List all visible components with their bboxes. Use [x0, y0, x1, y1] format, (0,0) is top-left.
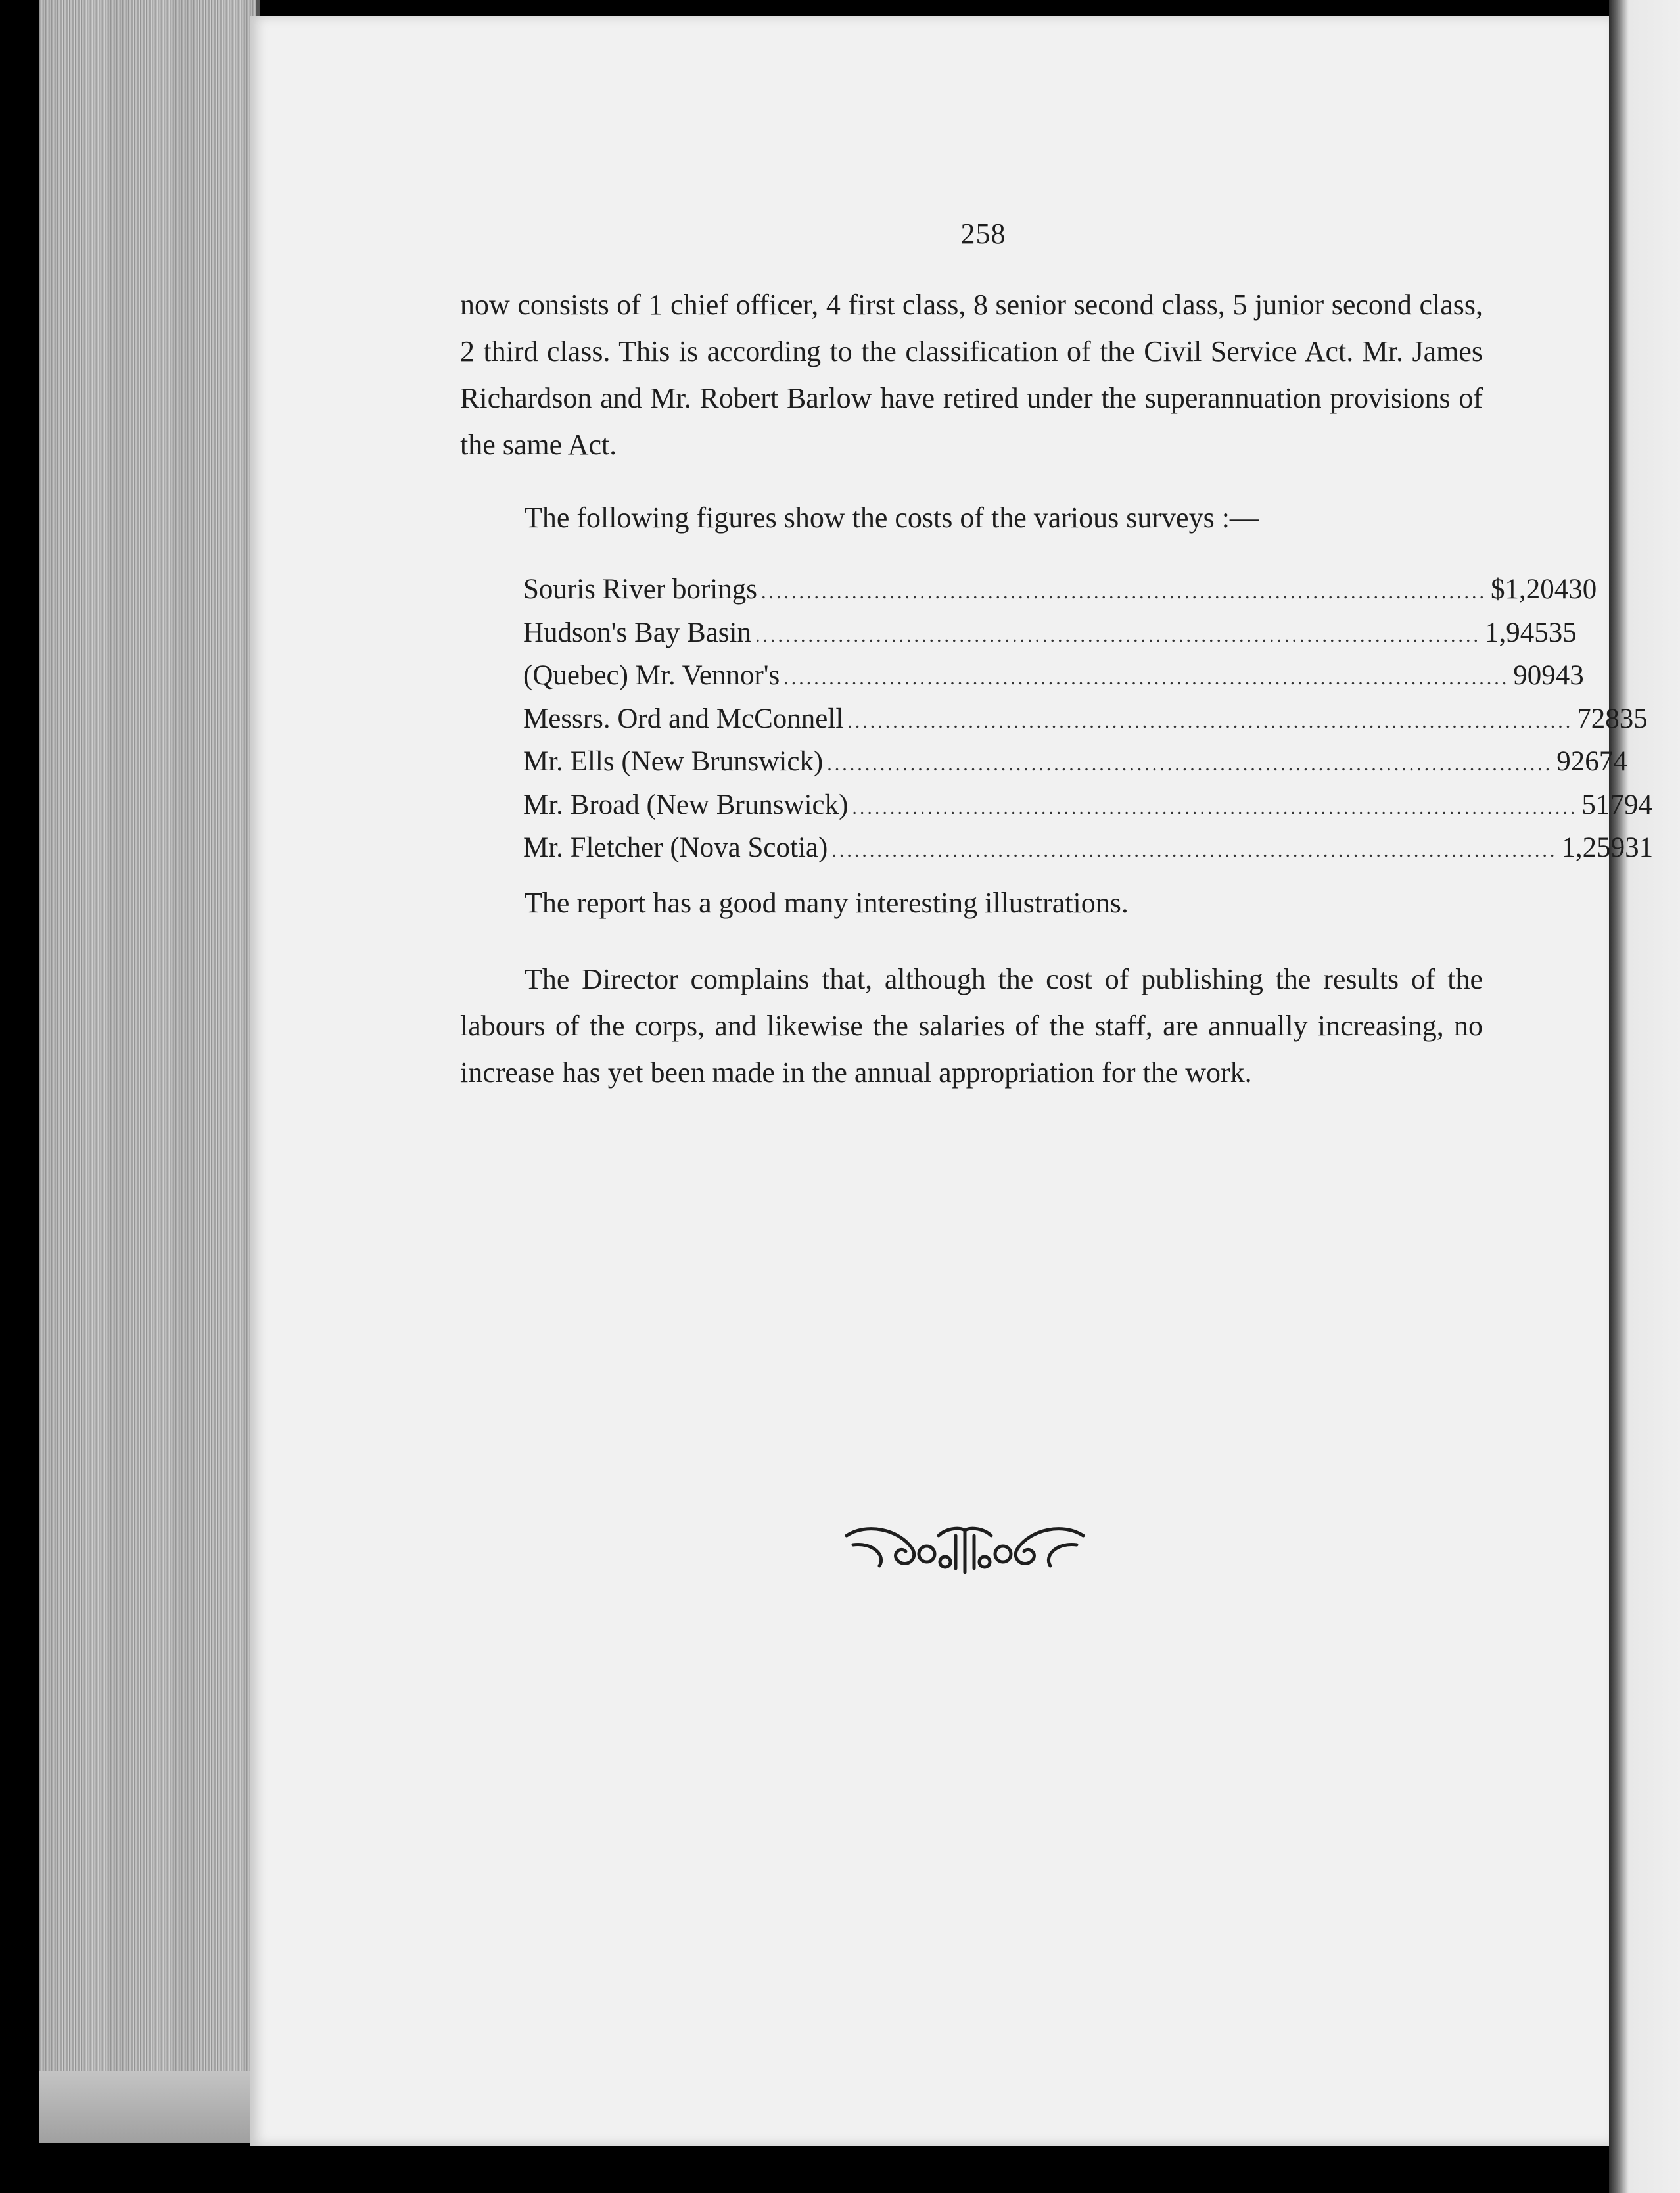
- book-page-edges-lower: [39, 2071, 256, 2143]
- page-number: 258: [960, 218, 1006, 250]
- cost-dollars: $1,204: [1490, 574, 1569, 605]
- leader-dots: ................................................................................................: [755, 624, 1481, 646]
- cost-label: Hudson's Bay Basin: [523, 617, 751, 648]
- cost-cents: 35: [1548, 617, 1577, 648]
- cost-row: [523, 828, 1654, 871]
- book-page-edges: [39, 0, 260, 2143]
- cost-row: [523, 655, 1584, 699]
- cost-label: (Quebec) Mr. Vennor's: [523, 660, 780, 691]
- cost-row: [523, 785, 1652, 828]
- leader-dots: ................................................................................................: [831, 839, 1558, 861]
- cost-dollars: 1,259: [1561, 832, 1625, 863]
- cost-row: [523, 699, 1648, 742]
- cost-dollars: 1,945: [1484, 617, 1549, 648]
- cost-label: Souris River borings: [523, 574, 757, 605]
- scroll-ornament-icon: [840, 1516, 1090, 1579]
- cost-dollars: 909: [1513, 660, 1556, 691]
- paragraph-illustrations: The report has a good many interesting illustrations.: [525, 887, 1129, 919]
- leader-dots: ................................................................................................: [827, 753, 1553, 775]
- cost-dollars: 926: [1556, 746, 1599, 777]
- cost-row: [523, 569, 1597, 613]
- paragraph-costs-intro: The following figures show the costs of the various surveys :—: [525, 502, 1259, 534]
- cost-row: [523, 613, 1577, 656]
- leader-dots: ................................................................................................: [847, 710, 1574, 732]
- cost-label: Mr. Broad (New Brunswick): [523, 789, 849, 820]
- leader-dots: ................................................................................................: [783, 667, 1510, 689]
- cost-label: Mr. Ells (New Brunswick): [523, 746, 824, 777]
- leader-dots: ................................................................................................: [760, 581, 1487, 603]
- cost-cents: 74: [1598, 746, 1627, 777]
- cost-cents: 94: [1623, 789, 1652, 820]
- facing-page-edge: [1609, 0, 1680, 2193]
- paragraph-director: The Director complains that, although the cost of publishing the results of the labours of the corps, and likewise the salaries of the staff, are annually increasing, no increase has yet been made in the annual appropriation for the work.: [460, 963, 1483, 1089]
- cost-dollars: 517: [1581, 789, 1624, 820]
- leader-dots: ................................................................................................: [852, 796, 1578, 818]
- cost-cents: 35: [1619, 703, 1648, 734]
- cost-dollars: 728: [1577, 703, 1620, 734]
- cost-label: Messrs. Ord and McConnell: [523, 703, 844, 734]
- cost-label: Mr. Fletcher (Nova Scotia): [523, 832, 828, 863]
- cost-cents: 31: [1625, 832, 1654, 863]
- cost-cents: 43: [1555, 660, 1584, 691]
- cost-row: [523, 742, 1627, 785]
- survey-costs-table: [523, 569, 1654, 871]
- paragraph-staff: now consists of 1 chief officer, 4 first class, 8 senior second class, 5 junior second class, 2 third class. This is according to the classification of the Civil Service Act. Mr. James Richardson and Mr. Robert Barlow have retired under the superannuation provisions of the same Act.: [460, 289, 1483, 461]
- cost-cents: 30: [1568, 574, 1597, 605]
